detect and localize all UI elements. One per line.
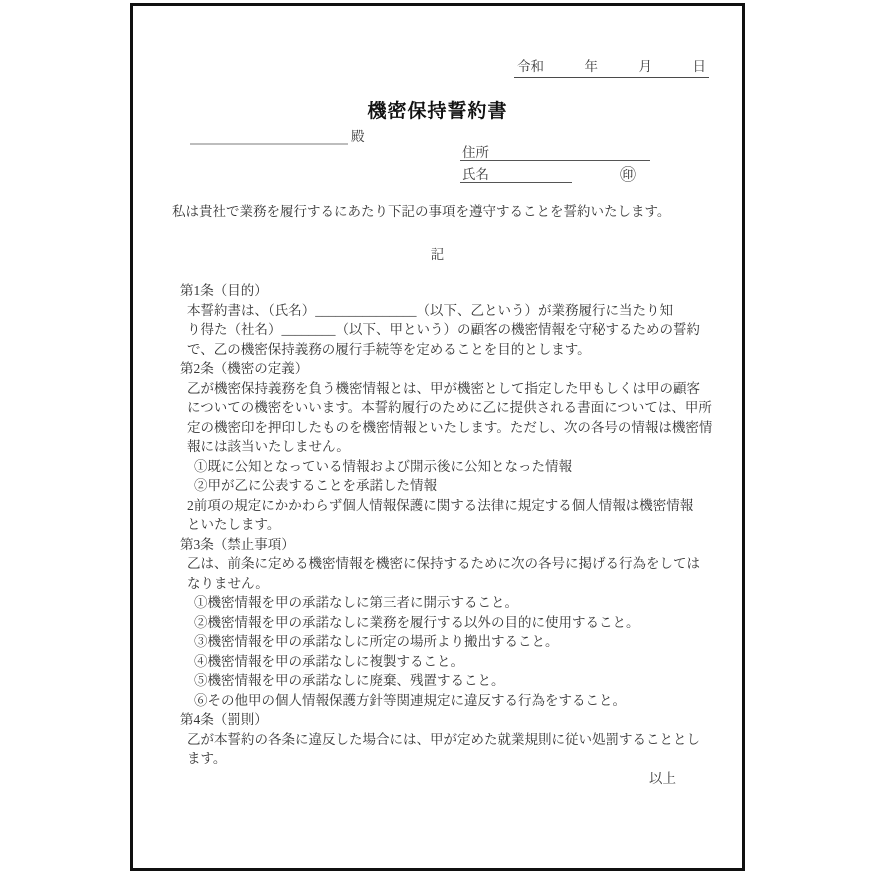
address-row (460, 141, 650, 161)
document-line: 乙が本誓約の各条に違反した場合には、甲が定めた就業規則に従い処罰することとし (187, 731, 700, 747)
signer-block (460, 141, 690, 185)
document-line: ③機密情報を甲の承諾なしに所定の場所より搬出すること。 (194, 634, 559, 649)
document-line: なりません。 (187, 575, 269, 591)
document-line: ①既に公知となっている情報および開示後に公知となった情報 (194, 458, 572, 474)
document-line: 第3条（禁止事項） (180, 536, 295, 552)
document-line: 第2条（機密の定義） (180, 361, 309, 376)
document-line: ⑤機密情報を甲の承諾なしに廃棄、残置すること。 (194, 673, 505, 688)
document-line: ①機密情報を甲の承諾なしに第三者に開示すること。 (194, 595, 518, 610)
closing-text: 以上 (649, 771, 676, 786)
document-line: ④機密情報を甲の承諾なしに複製すること。 (194, 653, 464, 669)
document-line: ⑥その他甲の個人情報保護方針等関連規定に違反する行為をすること。 (194, 692, 626, 708)
document-line: 2前項の規定にかかわらず個人情報保護に関する法律に規定する個人情報は機密情報 (187, 497, 694, 513)
articles-body (180, 281, 713, 769)
addressee-blank-line (190, 127, 348, 145)
address-label: 住所 (462, 145, 489, 160)
document-line: 乙は、前条に定める機密情報を機密に保持するために次の各号に掲げる行為をしては (187, 556, 700, 571)
name-row (460, 163, 572, 183)
document-line: についての機密をいいます。本誓約履行のために乙に提供される書面については、甲所 (187, 400, 712, 415)
document-line: り得た（社名）________（以下、甲という）の顧客の機密情報を守秘するための誓約 (187, 322, 700, 337)
document-line: 第4条（罰則） (180, 712, 268, 727)
document-title: 機密保持誓約書 (367, 100, 508, 122)
document-line: ます。 (187, 751, 227, 766)
document-page (130, 3, 745, 871)
document-line: ②甲が乙に公表することを承諾した情報 (194, 478, 437, 493)
document-line: 報には該当いたしません。 (187, 439, 350, 454)
intro-text: 私は貴社で業務を履行するにあたり下記の事項を遵守することを誓約いたします。 (172, 204, 671, 219)
addressee-suffix: 殿 (351, 129, 365, 144)
addressee-line (190, 125, 365, 145)
record-marker: 記 (430, 247, 445, 262)
document-line: 第1条（目的） (180, 283, 268, 298)
document-line: で、乙の機密保持義務の履行手続等を定めることを目的とします。 (187, 341, 591, 357)
document-line: 定の機密印を押印したものを機密情報といたします。ただし、次の各号の情報は機密情 (187, 419, 713, 435)
name-label: 氏名 (462, 167, 489, 182)
seal-mark-icon: ㊞ (620, 167, 637, 184)
document-line: 本誓約書は、（氏名）_______________（以下、乙という）が業務履行に当たり知 (187, 302, 673, 318)
document-line: ②機密情報を甲の承諾なしに業務を履行する以外の目的に使用すること。 (194, 614, 640, 630)
date-line: 令和 年 月 日 (514, 55, 709, 78)
document-line: といたします。 (187, 517, 281, 532)
document-line: 乙が機密保持義務を負う機密情報とは、甲が機密として指定した甲もしくは甲の顧客 (187, 380, 700, 396)
